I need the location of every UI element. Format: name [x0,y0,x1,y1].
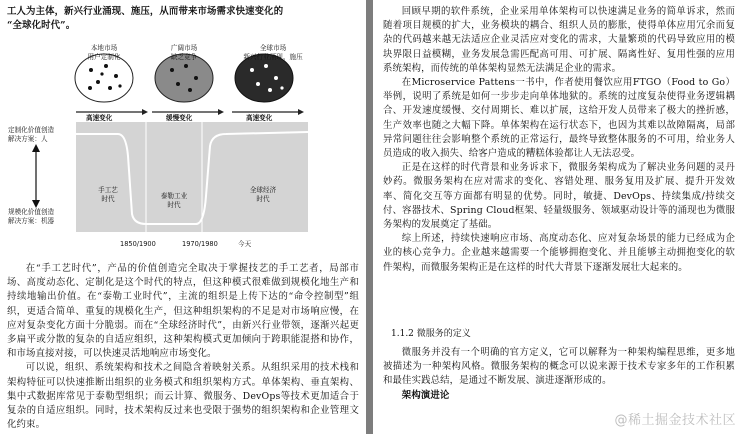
era-label-local [74,44,134,62]
paragraph: 微服务并没有一个明确的官方定义，它可以解释为一种架构编程思维，更多地被描述为一种架构风格。微服务架构的概念可以说来源于技术专家多年的工作积累和最佳实践总结，是通过不断发展、演进逐渐形成的。 [383,347,735,387]
era-label-global [228,44,318,62]
subheading: 架构演进论 [401,389,450,401]
era-label-line: 广阔市场 [170,44,198,52]
period-label-global [238,186,288,204]
page-gutter [366,0,373,434]
axis-label-line: 定制化价值创造 [8,126,55,134]
paragraph: 可以说，组织、系统架构和技术之间隐含着映射关系。从组织采用的技术栈和架构特征可以快速推断出组织的业务模式和组织架构方式。单体架构、垂直架构、集中式数据库常见于泰勒型组织；而云计算、微服务、DevOps等技术更加适合于复杂的自适应组织。同时，技术架构反过来也受限于强势的组织架构和企业管理文化约束。 [7,362,359,431]
paragraph: 在Microservice Pattens一书中，作者使用餐饮应用FTGO（Food to Go）举例，说明了系统是如何一步步走向单体地狱的。系统的过度复杂使得业务逻辑耦合、开发速度缓慢、交付周期长、难以扩展，这给开发人员带来了极大的挫折感，生产效率也随之大幅下降。单体架构在运行状态下，也因为其难以故障隔离，局部异常问题往往会影响整个系统的正常运行，最终导致整体服务的不可用，给业务人员造成的收入损失、给客户造成的糟糕体验都让人无法忍受。 [383,77,735,160]
era-label-line: 新兴行业涌现、施压 [243,53,303,61]
era-label-line: 用户定制化 [87,53,121,61]
period-label-line: 时代 [167,201,181,209]
axis-top-label [8,126,54,144]
axis-label-line: 解决方案：人 [8,135,48,143]
axis-bottom-label [8,208,54,226]
right-body-text [383,5,735,275]
plot-area [76,122,308,232]
year-label: 今天 [238,240,252,248]
era-evolution-figure [6,36,362,258]
left-top-text [7,5,359,33]
right-definition-text [383,346,735,403]
period-label-line: 全球经济 [249,186,277,194]
axis-label-line: 规模化价值创造 [8,208,55,216]
text-line: “全球化时代”。 [7,20,76,32]
era-label-line: 本地市场 [90,44,118,52]
axis-label-line: 解决方案：机器 [8,217,55,225]
speed-label: 缓慢变化 [166,114,193,122]
era-label-broad [154,44,214,62]
left-page [0,0,366,434]
period-label-line: 手工艺 [98,186,118,194]
paragraph: 正是在这样的时代背景和业务诉求下，微服务架构成为了解决业务问题的灵丹妙药。微服务架构在应对需求的变化、容错处理、服务复用及扩展、提升开发效率、简化交互等方面都有明显的优势。同时，敏捷、DevOps、持续集成/持续交付、容器技术、Spring Cloud框架、轻量级服务、领域驱动设计等的涌现也为微服务架构的发展奠定了基础。 [383,162,735,231]
era-label-line: 全球市场 [259,44,287,52]
period-label-line: 时代 [256,195,270,203]
watermark: @稀土掘金技术社区 [614,413,736,428]
period-label-craft [88,186,128,204]
year-label: 1850/1900 [120,240,156,248]
era-label-line: 缺乏竞争 [170,53,198,61]
figure-graphics [6,36,362,258]
period-label-line: 泰勒工业 [160,192,188,200]
paragraph: 综上所述，持续快速响应市场、高度动态化、应对复杂场景的能力已经成为企业的核心竞争力。企业越来越需要一个能够拥抱变化、并且能够主动拥抱变化的软件架构，而微服务架构正是在这样的时代大背景下逐渐发展壮大起来的。 [383,233,735,273]
paragraph: 在“手工艺时代”，产品的价值创造完全取决于掌握技艺的手工艺者，局部市场、高度动态化、定制化是这个时代的特点，但这种模式很难做到规模化地生产和持续地输出价值。在“泰勒工业时代”，主流的组织是上传下达的“命令控制型”组织，更适合简单、重复的规模化生产，但这种组织架构的不足是对市场响应慢，在应对复杂变化方面十分脆弱。而在“全球经济时代”，由新兴行业带领，逐渐兴起更多扁平或分散的复杂的自适应组织，这种架构模式更加倾向于跨职能混搭和协作，和市场直接对接，可以快速灵活地响应市场变化。 [7,263,359,360]
speed-label: 高速变化 [246,114,273,122]
left-body-text [7,262,359,432]
year-label: 1970/1980 [182,240,218,248]
period-label-line: 时代 [101,195,115,203]
period-label-taylor [151,192,197,210]
speed-label: 高速变化 [86,114,113,122]
right-page [373,0,744,434]
paragraph: 回顾早期的软件系统，企业采用单体架构可以快速满足业务的简单诉求，然而随着项目规模的扩大，业务模块的耦合、组织人员的膨胀，使得单体应用冗余而复杂的代码越来越无法适应企业灵活应对变化的需求，大量繁琐的代码导致应用的模块界限日益模糊，业务发展急需匹配高可用、可扩展、隔离性好、复用性强的应用系统架构，而传统的单体架构显然无法满足企业的需求。 [383,6,735,74]
section-heading: 1.1.2 微服务的定义 [391,329,471,339]
text-line: 工人为主体，新兴行业涌现、施压，从而带来市场需求快速变化的 [7,6,284,17]
